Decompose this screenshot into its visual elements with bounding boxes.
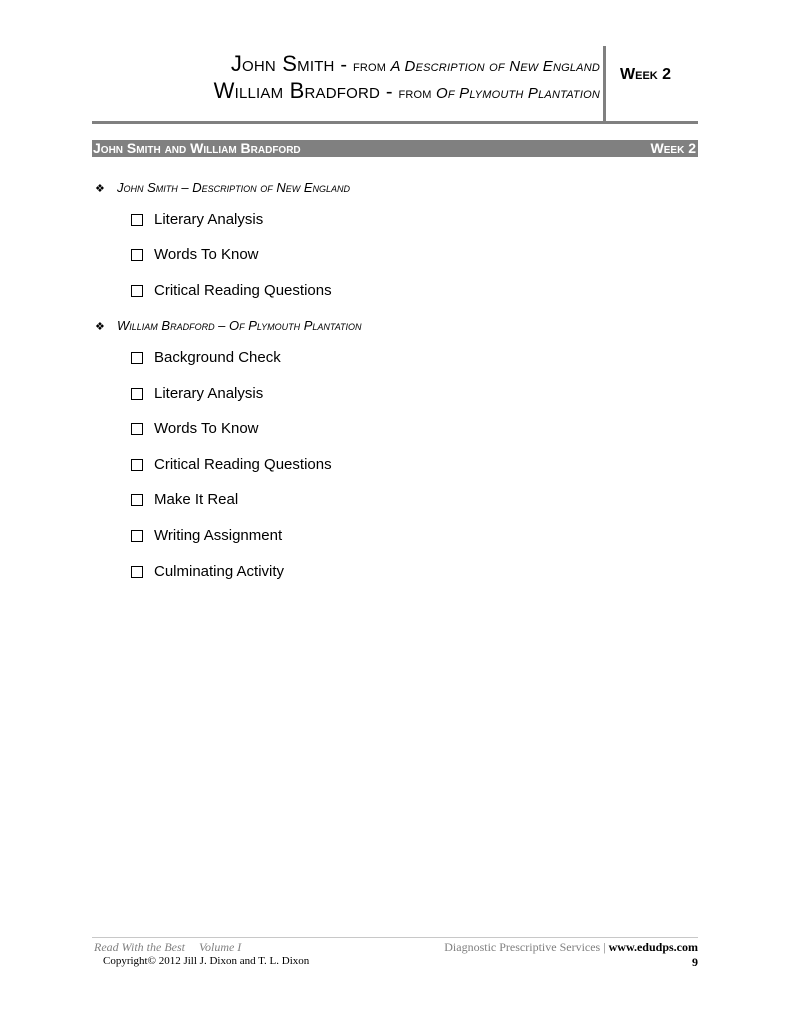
footer-copyright: Copyright© 2012 Jill J. Dixon and T. L. Dixon [103, 955, 310, 967]
checklist-item[interactable]: Literary Analysis [131, 385, 263, 402]
checkbox-icon[interactable] [131, 285, 143, 297]
page-number: 9 [692, 955, 698, 969]
page-header [92, 52, 600, 106]
section-band [92, 140, 698, 157]
checkbox-icon[interactable] [131, 423, 143, 435]
section-heading: ❖ John Smith – Description of New England [95, 180, 351, 195]
checkbox-icon[interactable] [131, 494, 143, 506]
checklist-item[interactable]: Culminating Activity [131, 563, 284, 580]
checkbox-icon[interactable] [131, 249, 143, 261]
checkbox-icon[interactable] [131, 459, 143, 471]
work-title: A Description of New England [390, 58, 600, 75]
footer-publisher: Diagnostic Prescriptive Services | www.edudps.com [444, 940, 698, 954]
checklist-item[interactable]: Words To Know [131, 246, 259, 263]
week-label: Week 2 [620, 66, 672, 83]
publisher-link[interactable]: www.edudps.com [608, 940, 698, 954]
diamond-bullet-icon: ❖ [95, 183, 105, 195]
checklist-item[interactable]: Make It Real [131, 491, 238, 508]
band-title: John Smith and William Bradford [93, 140, 301, 156]
checklist-item[interactable]: Words To Know [131, 420, 259, 437]
diamond-bullet-icon: ❖ [95, 321, 105, 333]
header-vertical-divider [603, 46, 606, 124]
checklist-item[interactable]: Background Check [131, 349, 281, 366]
author-name: John Smith [230, 51, 335, 76]
author-name: William Bradford [213, 78, 381, 103]
work-title: Of Plymouth Plantation [436, 85, 600, 102]
footer-series: Read With the Best Volume I [94, 940, 242, 954]
header-line-2: William Bradford - from Of Plymouth Plantation [213, 78, 600, 103]
footer-divider [92, 937, 698, 938]
checkbox-icon[interactable] [131, 530, 143, 542]
checklist-item[interactable]: Critical Reading Questions [131, 456, 332, 473]
checkbox-icon[interactable] [131, 214, 143, 226]
checkbox-icon[interactable] [131, 566, 143, 578]
checklist-item[interactable]: Writing Assignment [131, 527, 282, 544]
checklist-item[interactable]: Critical Reading Questions [131, 282, 332, 299]
header-horizontal-divider [92, 121, 698, 124]
section-heading: ❖ William Bradford – Of Plymouth Plantation [95, 318, 362, 333]
checkbox-icon[interactable] [131, 352, 143, 364]
header-line-1: John Smith - from A Description of New England [230, 51, 600, 76]
band-week: Week 2 [650, 140, 696, 156]
checklist-item[interactable]: Literary Analysis [131, 211, 263, 228]
checkbox-icon[interactable] [131, 388, 143, 400]
